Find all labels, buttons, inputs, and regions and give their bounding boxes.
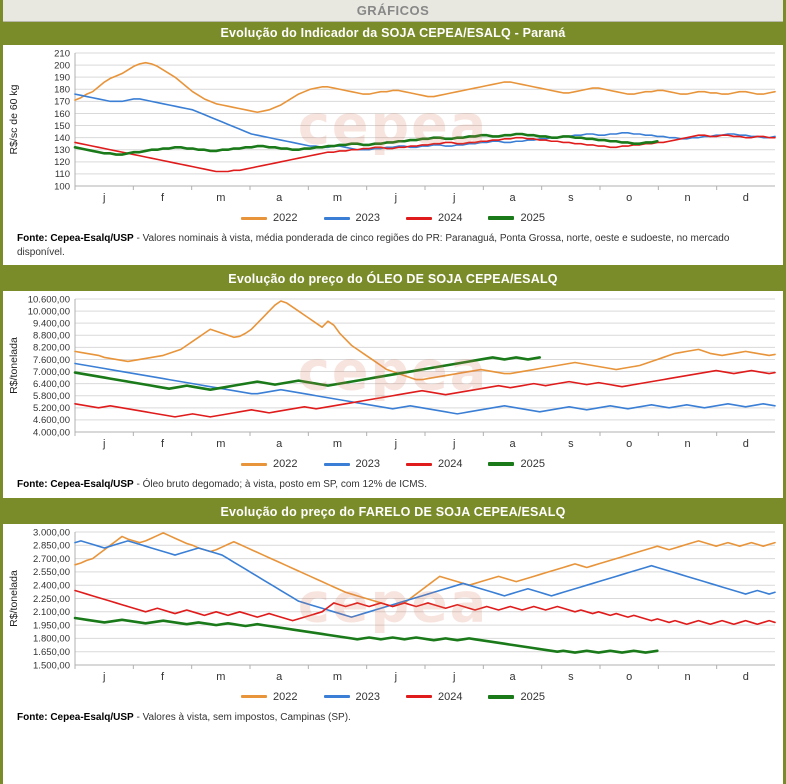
legend-label: 2025 (520, 212, 545, 224)
legend-label: 2024 (438, 458, 463, 470)
svg-text:160: 160 (54, 108, 70, 120)
legend-item-2025[interactable] (488, 212, 544, 224)
svg-text:10.000,00: 10.000,00 (27, 306, 70, 318)
svg-text:f: f (160, 438, 165, 450)
svg-text:9.400,00: 9.400,00 (33, 318, 70, 330)
chart-canvas-farelo (3, 524, 786, 689)
legend-swatch-icon (406, 463, 432, 466)
svg-text:n: n (684, 670, 691, 683)
chart-canvas-oleo (3, 291, 786, 456)
watermark-cepea-oleo: cepea (297, 338, 489, 402)
svg-text:m: m (216, 192, 226, 204)
legend-label: 2022 (273, 690, 298, 703)
chart-legend-soja (3, 210, 783, 228)
svg-text:8.200,00: 8.200,00 (33, 342, 70, 354)
svg-text:190: 190 (54, 72, 70, 84)
page-title: GRÁFICOS (3, 0, 783, 22)
source-label-oleo: Fonte: Cepea-Esalq/USP (17, 479, 134, 490)
chart-block-oleo (3, 268, 783, 498)
svg-text:a: a (276, 192, 283, 204)
svg-text:m: m (332, 438, 343, 450)
source-label-soja: Fonte: Cepea-Esalq/USP (17, 233, 134, 244)
svg-text:6.400,00: 6.400,00 (33, 378, 70, 390)
chart-area-soja (3, 45, 783, 210)
legend-item-2025[interactable] (488, 691, 544, 703)
legend-label: 2025 (520, 458, 545, 470)
svg-text:5.200,00: 5.200,00 (33, 403, 70, 415)
svg-text:10.600,00: 10.600,00 (27, 294, 70, 306)
svg-text:j: j (452, 438, 456, 450)
svg-text:2.850,00: 2.850,00 (33, 540, 70, 552)
svg-text:d: d (742, 438, 749, 450)
svg-text:j: j (452, 192, 456, 204)
svg-text:s: s (568, 192, 574, 204)
svg-text:j: j (102, 438, 106, 450)
svg-text:4.600,00: 4.600,00 (33, 415, 70, 427)
svg-text:100: 100 (54, 181, 70, 193)
svg-text:200: 200 (54, 60, 70, 72)
legend-item-2023[interactable] (324, 212, 380, 224)
legend-swatch-icon (488, 216, 514, 220)
legend-item-2023[interactable] (324, 458, 380, 470)
svg-text:m: m (332, 192, 343, 204)
svg-text:4.000,00: 4.000,00 (33, 427, 70, 439)
legend-label: 2023 (355, 212, 380, 224)
svg-text:a: a (509, 192, 516, 204)
legend-label: 2024 (438, 212, 463, 224)
watermark-cepea-soja: cepea (297, 92, 489, 156)
svg-text:m: m (216, 438, 226, 450)
svg-text:1.800,00: 1.800,00 (33, 633, 70, 645)
svg-text:s: s (568, 670, 574, 683)
chart-block-farelo (3, 501, 783, 731)
svg-text:j: j (394, 438, 398, 450)
legend-label: 2023 (355, 458, 380, 470)
legend-swatch-icon (324, 217, 350, 220)
svg-text:120: 120 (54, 157, 70, 169)
svg-text:o: o (626, 192, 633, 204)
legend-swatch-icon (324, 463, 350, 466)
svg-text:d: d (742, 192, 749, 204)
legend-label: 2024 (438, 690, 463, 703)
svg-text:m: m (332, 670, 343, 683)
svg-text:m: m (216, 670, 226, 683)
chart-area-oleo (3, 291, 783, 456)
svg-text:5.800,00: 5.800,00 (33, 391, 70, 403)
svg-text:R$/tonelada: R$/tonelada (8, 337, 20, 394)
svg-text:7.600,00: 7.600,00 (33, 354, 70, 366)
svg-text:130: 130 (54, 145, 70, 157)
chart-title-oleo: Evolução do preço do ÓLEO DE SOJA CEPEA/ESALQ (3, 268, 783, 291)
svg-text:f: f (160, 192, 165, 204)
svg-text:j: j (394, 670, 398, 683)
svg-text:150: 150 (54, 120, 70, 132)
svg-text:j: j (452, 670, 456, 683)
svg-text:a: a (276, 438, 283, 450)
svg-text:180: 180 (54, 84, 70, 96)
svg-text:110: 110 (54, 169, 70, 181)
chart-area-farelo (3, 524, 783, 689)
chart-block-soja (3, 22, 783, 265)
legend-label: 2023 (355, 690, 380, 703)
chart-title-farelo: Evolução do preço do FARELO DE SOJA CEPEA/ESALQ (3, 501, 783, 524)
legend-item-2024[interactable] (406, 458, 462, 470)
legend-item-2025[interactable] (488, 458, 544, 470)
svg-text:170: 170 (54, 96, 70, 108)
source-text-oleo: - Óleo bruto degomado; à vista, posto em SP, com 12% de ICMS. (133, 479, 427, 490)
svg-text:s: s (568, 438, 574, 450)
svg-text:d: d (742, 670, 749, 683)
chart-source-oleo (3, 474, 783, 498)
svg-text:a: a (276, 670, 283, 683)
svg-text:j: j (102, 670, 106, 683)
legend-swatch-icon (406, 217, 432, 220)
legend-label: 2022 (273, 212, 298, 224)
chart-legend-farelo (3, 689, 783, 707)
svg-text:1.950,00: 1.950,00 (33, 619, 70, 631)
svg-text:o: o (626, 670, 633, 683)
chart-legend-oleo (3, 456, 783, 474)
svg-text:f: f (160, 670, 165, 683)
legend-swatch-icon (488, 462, 514, 466)
source-text-soja: - Valores nominais à vista, média ponderada de cinco regiões do PR: Paranaguá, Ponta Grossa, norte, oeste e sudoeste, no mercado disponível. (17, 233, 730, 258)
legend-item-2023[interactable] (324, 691, 380, 703)
svg-text:7.000,00: 7.000,00 (33, 366, 70, 378)
legend-item-2022[interactable] (241, 691, 297, 703)
chart-source-soja (3, 228, 783, 265)
svg-text:j: j (102, 192, 106, 204)
legend-swatch-icon (241, 463, 267, 466)
svg-text:R$/tonelada: R$/tonelada (8, 569, 20, 627)
chart-source-farelo (3, 707, 783, 731)
legend-item-2022[interactable] (241, 458, 297, 470)
svg-text:3.000,00: 3.000,00 (33, 526, 70, 538)
legend-swatch-icon (241, 695, 267, 698)
svg-text:210: 210 (54, 48, 70, 60)
svg-text:2.100,00: 2.100,00 (33, 606, 70, 618)
legend-item-2024[interactable] (406, 212, 462, 224)
svg-text:8.800,00: 8.800,00 (33, 330, 70, 342)
chart-canvas-soja (3, 45, 786, 210)
watermark-cepea-farelo: cepea (297, 571, 489, 635)
svg-text:2.400,00: 2.400,00 (33, 580, 70, 591)
svg-text:1.650,00: 1.650,00 (33, 646, 70, 658)
legend-label: 2022 (273, 458, 298, 470)
legend-label: 2025 (520, 690, 545, 703)
legend-item-2024[interactable] (406, 691, 462, 703)
source-text-farelo: - Valores à vista, sem impostos, Campinas (SP). (133, 711, 351, 723)
svg-text:140: 140 (54, 132, 70, 144)
svg-text:2.550,00: 2.550,00 (33, 566, 70, 578)
svg-text:n: n (684, 192, 691, 204)
svg-text:a: a (509, 670, 516, 683)
svg-text:n: n (684, 438, 691, 450)
svg-text:2.700,00: 2.700,00 (33, 553, 70, 565)
svg-text:j: j (394, 192, 398, 204)
legend-item-2022[interactable] (241, 212, 297, 224)
legend-swatch-icon (241, 217, 267, 220)
svg-text:1.500,00: 1.500,00 (33, 659, 70, 671)
svg-text:R$/sc de 60 kg: R$/sc de 60 kg (8, 84, 20, 155)
svg-text:o: o (626, 438, 633, 450)
chart-title-soja: Evolução do Indicador da SOJA CEPEA/ESALQ - Paraná (3, 22, 783, 45)
svg-text:a: a (509, 438, 516, 450)
legend-swatch-icon (324, 695, 350, 698)
source-label-farelo: Fonte: Cepea-Esalq/USP (17, 711, 134, 723)
legend-swatch-icon (488, 695, 514, 699)
svg-text:2.250,00: 2.250,00 (33, 593, 70, 605)
legend-swatch-icon (406, 695, 432, 698)
